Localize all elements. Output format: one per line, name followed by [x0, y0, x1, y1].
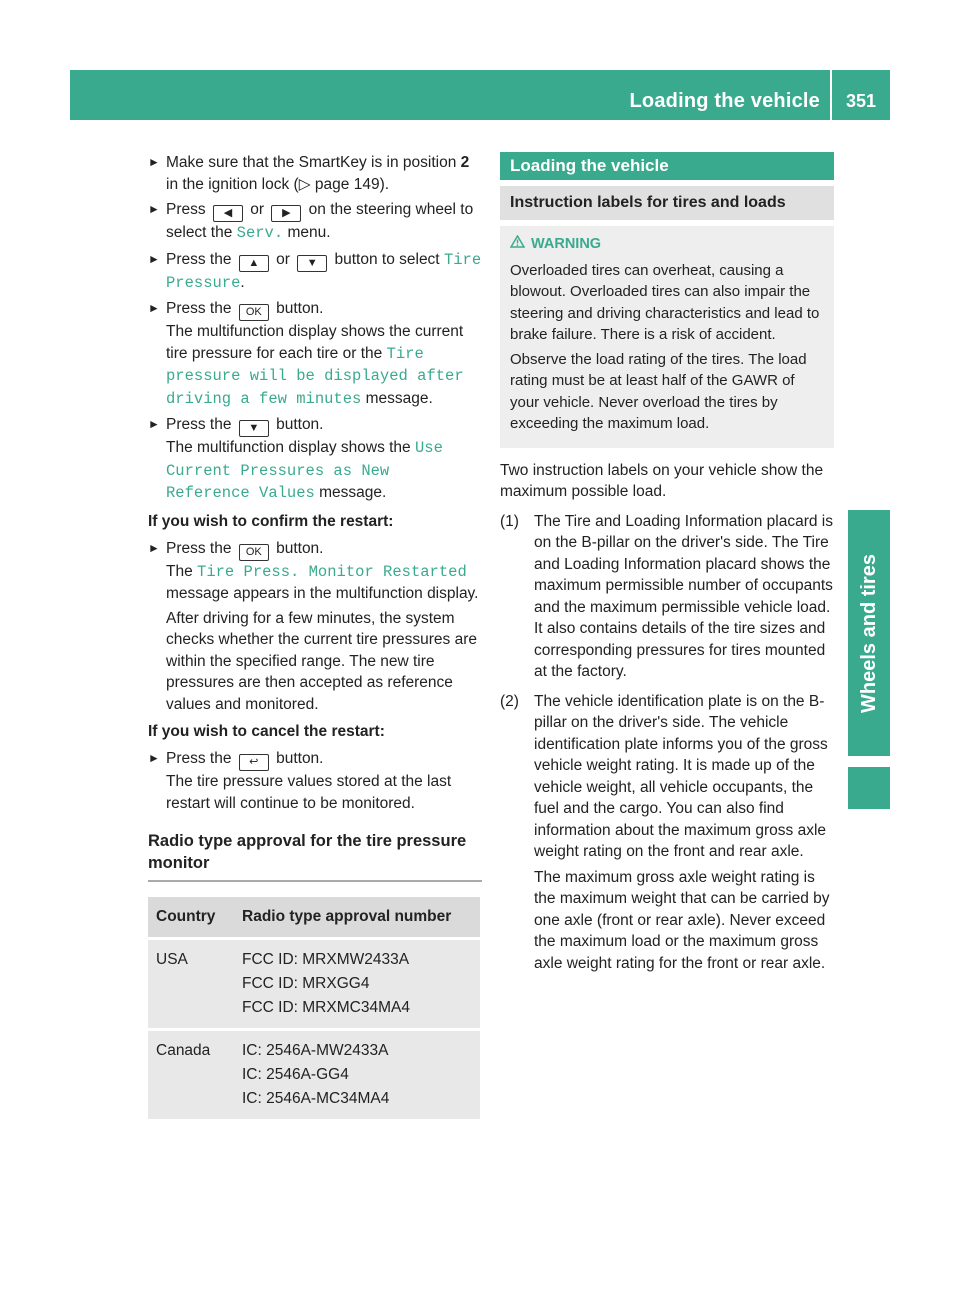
step-select-serv: ► Press ◀ or ▶ on the steering wheel to select the Serv. menu. — [148, 201, 474, 242]
intro-text: Two instruction labels on your vehicle show the maximum possible load. — [500, 461, 824, 500]
warning-triangle-icon — [510, 234, 525, 256]
step-arrow-icon: ► — [148, 417, 160, 431]
list-number: (1) — [500, 512, 519, 530]
warning-text-2: Observe the load rating of the tires. The load rating must be at least half of the GAWR of your vehicle. Never overload the tires by exceeding the maximum load. — [510, 350, 807, 432]
warning-box — [500, 226, 834, 448]
list-number: (2) — [500, 692, 519, 710]
down-key-icon: ▼ — [239, 420, 269, 437]
section-banner: Loading the vehicle — [500, 152, 834, 180]
down-key-icon: ▼ — [297, 255, 327, 272]
step-arrow-icon: ► — [148, 251, 160, 266]
page-ref-icon: ▷ — [298, 175, 311, 193]
step-press-ok: ► Press the OK button. The multifunction display shows the current tire pressure for each tire or the Tire pressure will be displayed after driving a few minutes message. — [148, 300, 464, 408]
display-text-use-current: Use Current Pressures as New Reference Values — [166, 439, 443, 502]
ok-key-icon: OK — [239, 304, 269, 321]
step-arrow-icon: ► — [148, 202, 160, 216]
left-key-icon: ◀ — [213, 205, 243, 222]
ok-key-icon: OK — [239, 544, 269, 561]
step-arrow-icon: ► — [148, 540, 160, 555]
table-row — [148, 1031, 480, 1119]
display-text-tire-message: Tire pressure will be displayed after driving a few minutes — [166, 344, 464, 408]
page-title: Loading the vehicle — [629, 90, 820, 112]
step-cancel-back: ► Press the ↩ button. The tire pressure values stored at the last restart will continue to be monitored. — [148, 750, 452, 812]
up-key-icon: ▲ — [239, 255, 269, 272]
header-divider — [830, 70, 832, 120]
col-header-country: Country — [148, 897, 234, 937]
step-arrow-icon: ► — [148, 751, 160, 765]
radio-approval-table — [148, 894, 480, 1122]
right-column — [500, 152, 834, 978]
header-bar — [70, 70, 890, 120]
col-header-approval: Radio type approval number — [234, 897, 480, 937]
list-item: (1) The Tire and Loading Information placard is on the B-pillar on the driver's side. The Tire and Loading Information placard shows the maximum permissible number of occupants and the maximum permissible vehicle load. It also contains details of the tire sizes and corresponding pressures for tires mounted at the factory. — [500, 512, 833, 680]
cell-approval: FCC ID: MRXMW2433A FCC ID: MRXGG4 FCC ID: MRXMC34MA4 — [234, 940, 480, 1028]
step-arrow-icon: ► — [148, 155, 160, 169]
step-confirm-ok: ► Press the OK button. The Tire Press. Monitor Restarted message appears in the multifunction display. After driving for a few minutes, the system checks whether the current tire pressures are within the specified range. The new tire pressures are then accepted as reference values and monitored. — [148, 538, 482, 716]
page-number: 351 — [845, 91, 877, 111]
cell-country: USA — [148, 940, 234, 1028]
step-smartkey: ► Make sure that the SmartKey is in position 2 in the ignition lock (▷ page 149). — [148, 154, 470, 193]
right-key-icon: ▶ — [271, 205, 301, 222]
side-tab-label-wrap — [848, 510, 890, 756]
back-key-icon: ↩ — [239, 754, 269, 771]
warning-text-1: Overloaded tires can overheat, causing a blowout. Overloaded tires can also impair the steering and driving characteristics and lead to brake failure. There is a risk of accident. — [510, 261, 820, 343]
confirm-heading: If you wish to confirm the restart: — [148, 512, 394, 530]
table-header-row — [148, 897, 480, 937]
cell-country: Canada — [148, 1031, 234, 1119]
warning-label: WARNING — [531, 236, 602, 252]
step-press-down: ► Press the ▼ button. The multifunction display shows the Use Current Pressures as New Reference Values message. — [148, 416, 443, 502]
subsection-banner: Instruction labels for tires and loads — [500, 186, 834, 220]
side-tab-marker — [848, 767, 890, 809]
list-item: (2) The vehicle identification plate is on the B-pillar on the driver's side. The vehicle identification plate informs you of the gross vehicle weight rating. It is made up of the vehicle weight, all vehicle occupants, the fuel and the cargo. You can also find information about the maximum gross axle weight rating on the front and rear axle. The maximum gross axle weight rating is the maximum weight that can be carried by one axle (front or rear axle). Never exceed the maximum load or the maximum gross axle weight rating for the front or rear axle. — [500, 692, 830, 972]
table-row — [148, 940, 480, 1028]
warning-heading — [510, 234, 824, 256]
cancel-heading: If you wish to cancel the restart: — [148, 723, 385, 740]
display-text-restarted: Tire Press. Monitor Restarted — [197, 562, 467, 581]
display-text-tire-pressure: Tire Pressure — [166, 250, 482, 292]
step-arrow-icon: ► — [148, 301, 160, 315]
confirm-explanation: After driving for a few minutes, the system checks whether the current tire pressures are within the specified range. The new tire pressures are then accepted as reference values and monitored. — [166, 609, 477, 713]
cell-approval: IC: 2546A-MW2433A IC: 2546A-GG4 IC: 2546A-MC34MA4 — [234, 1031, 480, 1119]
radio-approval-title: Radio type approval for the tire pressure monitor — [148, 830, 482, 882]
left-column — [148, 152, 482, 1122]
step-select-tire-pressure: ► Press the ▲ or ▼ button to select Tire Pressure. — [148, 250, 482, 292]
side-tab-label: Wheels and tires — [857, 553, 880, 713]
display-text-serv: Serv. — [236, 224, 284, 242]
